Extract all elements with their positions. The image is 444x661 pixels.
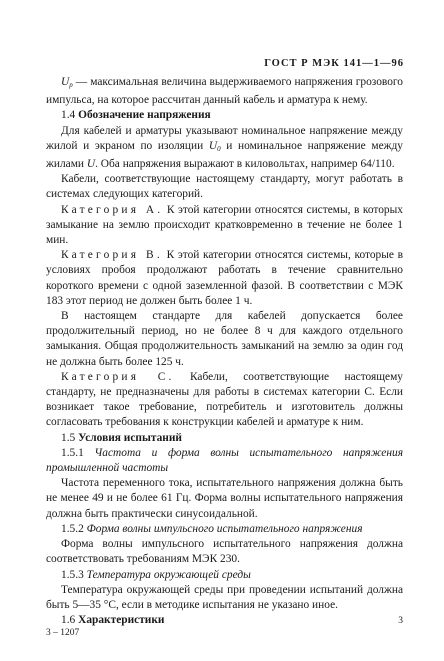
category-label: Категория А. <box>61 203 164 216</box>
paragraph-categories-intro: Кабели, соответствующие настоящему стандарту, могут работать в системах следующих категорий. <box>46 173 403 201</box>
section-1-5-2 <box>46 522 403 537</box>
page-number: 3 <box>398 616 403 626</box>
page-body <box>46 75 403 628</box>
paragraph-temperature: Температура окружающей среды при проведении испытаний должна быть 5—35 °С, если в методике испытания не указано иное. <box>46 583 403 611</box>
category-label: Категория В. <box>61 249 163 262</box>
section-number: 1.5 <box>61 431 79 444</box>
paragraph-category-b <box>46 248 403 309</box>
section-1-6 <box>46 613 403 628</box>
section-title: Характеристики <box>78 614 165 627</box>
paragraph-voltage-designation <box>46 124 403 173</box>
paragraph-text: Для кабелей и арматуры указывают номинальное напряжение между жилой и экраном по изоляции <box>46 124 403 152</box>
section-number: 1.4 <box>61 109 79 122</box>
paragraph-text: . Оба напряжения выражают в киловольтах, например 64/110. <box>95 158 395 171</box>
section-1-5-3 <box>46 568 403 583</box>
paragraph-text: и номинальное напряжение между жилами <box>46 139 403 171</box>
paragraph-text: — максимальная величина выдерживаемого напряжения грозового импульса, на которое рассчитан данный кабель и арматура к нему. <box>46 76 403 107</box>
category-label: Категория С. <box>61 370 175 383</box>
paragraph-text: К этой категории относятся системы, которые в условиях пробоя продолжают работать в течение сравнительно короткого времени с одной заземленной фазой. В соответствии с МЭК 183 этот период не должен быть более 1 ч. <box>46 249 403 307</box>
section-title: Температура окружающей среды <box>86 568 251 581</box>
paragraph-text: Кабели, соответствующие настоящему стандарту, не предназначены для работы в системах категории С. Если возникает такое требование, потребитель и изготовитель должны согласовать требования к конструкции кабелей и арматуре к ним. <box>46 370 403 429</box>
paragraph-up-definition <box>46 75 403 108</box>
section-1-5 <box>46 431 403 446</box>
section-number: 1.5.3 <box>61 568 87 581</box>
section-number: 1.5.2 <box>61 522 87 535</box>
paragraph-impulse-waveform: Форма волны импульсного испытательного напряжения должна соответствовать требованиям МЭК 230. <box>46 538 403 566</box>
symbol-subscript: p <box>69 81 73 89</box>
paragraph-category-a <box>46 203 403 249</box>
paragraph-frequency: Частота переменного тока, испытательного напряжения должна быть не менее 49 и не более 61 Гц. Форма волны испытательного напряжения должна быть практически синусоидальной. <box>46 477 403 520</box>
section-title: Обозначение напряжения <box>78 109 211 122</box>
paragraph-text: К этой категории относятся системы, в которых замыкание на землю происходит кратковременно в течение не более 1 мин. <box>46 203 403 247</box>
print-order-code: 3 – 1207 <box>46 628 80 638</box>
symbol-u: U <box>61 76 70 88</box>
section-title: Условия испытаний <box>78 431 182 444</box>
section-number: 1.6 <box>61 614 79 627</box>
section-title: Частота и форма волны испытательного напряжения промышленной частоты <box>46 446 403 475</box>
section-1-5-1 <box>46 446 403 476</box>
running-header: ГОСТ Р МЭК 141—1—96 <box>264 58 404 69</box>
section-number: 1.5.1 <box>61 446 95 459</box>
symbol-subscript: 0 <box>217 144 221 153</box>
symbol-u0: U <box>208 139 218 152</box>
section-title: Форма волны импульсного испытательного напряжения <box>86 522 363 535</box>
paragraph-extended-period: В настоящем стандарте для кабелей допускается более продолжительный период, но не более 8 ч для каждого отдельного замыкания. Общая продолжительность замыканий на землю за один год не должна быть более 125 ч. <box>46 310 403 368</box>
symbol-u: U <box>86 158 96 171</box>
section-1-4 <box>46 108 403 123</box>
paragraph-category-c <box>46 370 403 431</box>
